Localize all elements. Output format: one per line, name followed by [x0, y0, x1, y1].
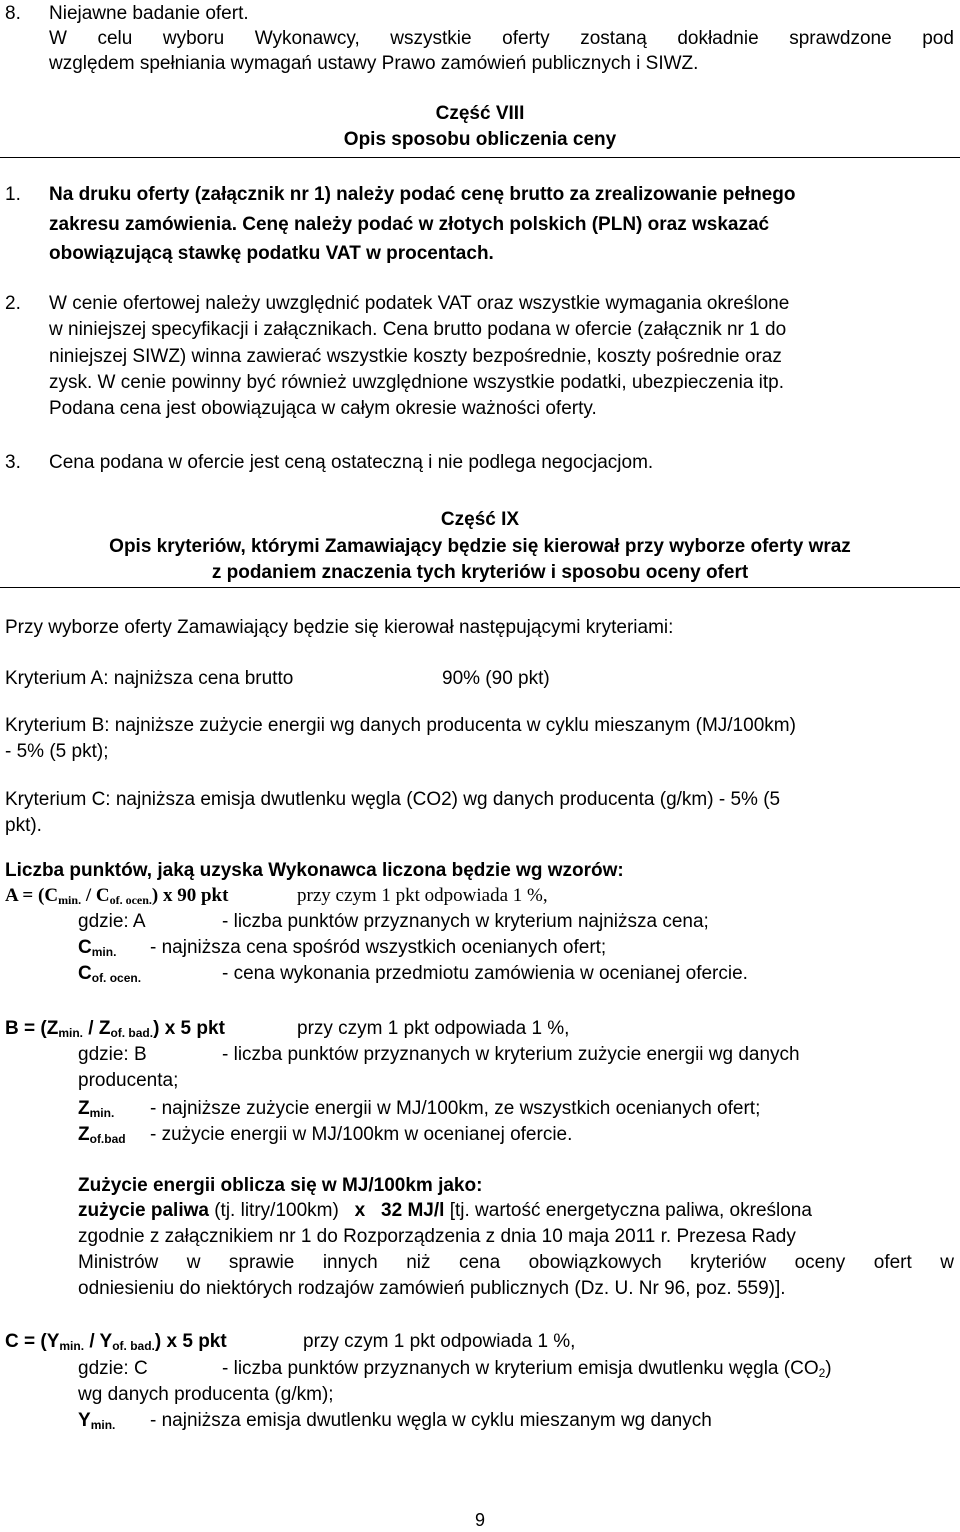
formula-a-c-min-desc: - najniższa cena spośród wszystkich ocenianych ofert; [150, 937, 607, 958]
criterion-b-line-1: Kryterium B: najniższe zużycie energii wg danych producenta w cyklu mieszanym (MJ/100km) [5, 715, 796, 736]
item-3-text: Cena podana w ofercie jest ceną ostateczną i nie podlega negocjacjom. [49, 452, 654, 473]
formula-b-z-of [78, 1123, 126, 1147]
formula-c-where: gdzie: C [78, 1358, 148, 1379]
formula-a-rhs: ) x 90 pkt [151, 885, 229, 906]
formula-b-lhs: B = (Z [5, 1018, 59, 1039]
item-2-line-2: w niniejszej specyfikacji i załącznikach. Cena brutto podana w ofercie (załącznik nr 1 do [49, 319, 787, 340]
formula-c-sub-2: of. bad. [112, 1339, 155, 1353]
energy-def: [tj. wartość energetyczna paliwa, określona [444, 1200, 812, 1221]
formula-a-sub-2: of. ocen. [109, 893, 152, 907]
formula-c-rhs: ) x 5 pkt [154, 1331, 227, 1352]
item-1-line-3: obowiązującą stawkę podatku VAT w procentach. [49, 243, 494, 264]
formula-b-z-min [78, 1097, 114, 1121]
item-1-line-1: Na druku oferty (załącznik nr 1) należy podać cenę brutto za zrealizowanie pełnego [49, 184, 796, 205]
formula-b [5, 1017, 225, 1041]
energy-litres: (tj. litry/100km) [208, 1200, 355, 1221]
divider [0, 587, 960, 588]
formula-a-c-sub: min. [91, 945, 117, 959]
formula-b-note: przy czym 1 pkt odpowiada 1 %, [297, 1018, 570, 1039]
formula-a-c-min [78, 936, 116, 960]
formula-c-y-symbol: Y [78, 1410, 91, 1431]
formula-b-zo-sub: of.bad [89, 1132, 126, 1146]
formula-a [5, 884, 228, 908]
formula-c-y-min [78, 1409, 115, 1433]
formula-b-where-desc: - liczba punktów przyznanych w kryterium zużycie energii wg danych [222, 1044, 800, 1065]
item-2-line-4: zysk. W cenie powinny być również uwzględnione wszystkie podatki, ubezpieczenia itp. [49, 372, 785, 393]
energy-heading: Zużycie energii oblicza się w MJ/100km jako: [78, 1175, 483, 1196]
item-1-number: 1. [5, 184, 21, 205]
formula-b-zo-symbol: Z [78, 1124, 90, 1145]
criterion-c-line-1: Kryterium C: najniższa emisja dwutlenku węgla (CO2) wg danych producenta (g/km) - 5% (5 [5, 789, 781, 810]
criterion-a-label: Kryterium A: najniższa cena brutto [5, 668, 294, 689]
page-number: 9 [474, 1510, 485, 1530]
formula-c-sub-1: min. [59, 1339, 85, 1353]
energy-fuel-consumption: zużycie paliwa [78, 1200, 209, 1221]
formula-b-z-sub: min. [89, 1106, 115, 1120]
criterion-b-line-2: - 5% (5 pkt); [5, 741, 109, 762]
formula-b-where-desc-2: producenta; [78, 1070, 179, 1091]
formula-b-where: gdzie: B [78, 1044, 147, 1065]
formula-c-where-desc-2: wg danych producenta (g/km); [78, 1384, 334, 1405]
formula-c-where-end: ) [825, 1358, 832, 1379]
energy-line-1 [78, 1199, 812, 1223]
item-1-line-2: zakresu zamówienia. Cenę należy podać w złotych polskich (PLN) oraz wskazać [49, 214, 770, 235]
part-9-line-1: Opis kryteriów, którymi Zamawiający będzie się kierował przy wyborze oferty wraz [109, 536, 851, 557]
formula-b-z-min-desc: - najniższe zużycie energii w MJ/100km, ze wszystkich ocenianych ofert; [150, 1098, 761, 1119]
formula-b-z-of-desc: - zużycie energii w MJ/100km w ocenianej ofercie. [150, 1124, 573, 1145]
formula-c-y-sub: min. [90, 1418, 116, 1432]
formula-a-slash: / C [81, 885, 110, 906]
item-2-line-5: Podana cena jest obowiązująca w całym okresie ważności oferty. [49, 398, 597, 419]
formula-a-where: gdzie: A [78, 911, 146, 932]
formula-a-note: przy czym 1 pkt odpowiada 1 %, [297, 885, 548, 906]
divider [0, 157, 960, 158]
criteria-intro: Przy wyborze oferty Zamawiający będzie się kierował następującymi kryteriami: [5, 617, 674, 638]
part-8-subtitle: Opis sposobu obliczenia ceny [343, 129, 617, 150]
section-8-line-2: względem spełniania wymagań ustawy Prawo zamówień publicznych i SIWZ. [49, 53, 699, 74]
formula-c-where-desc-text: - liczba punktów przyznanych w kryterium emisja dwutlenku węgla (CO [222, 1358, 819, 1379]
energy-line-3 [78, 1251, 954, 1275]
formula-c-where-desc [222, 1357, 832, 1381]
energy-line-4: odniesieniu do niektórych rodzajów zamówień publicznych (Dz. U. Nr 96, poz. 559)]. [78, 1278, 786, 1299]
part-9-title: Część IX [440, 509, 520, 530]
formula-a-c-of-desc: - cena wykonania przedmiotu zamówienia w ocenianej ofercie. [222, 963, 748, 984]
formula-a-lhs: A = (C [5, 885, 59, 906]
item-2-line-3: niniejszej SIWZ) winna zawierać wszystkie koszty bezpośrednie, koszty pośrednie oraz [49, 346, 782, 367]
formula-a-c-symbol: C [78, 937, 92, 958]
energy-factor: x 32 MJ/l [354, 1200, 445, 1221]
formula-c-where-sub: 2 [818, 1366, 826, 1380]
formula-a-sub-1: min. [58, 893, 82, 907]
item-3-number: 3. [5, 452, 21, 473]
points-heading: Liczba punktów, jaką uzyska Wykonawca liczona będzie wg wzorów: [5, 860, 624, 881]
formula-b-slash: / Z [82, 1018, 111, 1039]
formula-c-note: przy czym 1 pkt odpowiada 1 %, [303, 1331, 576, 1352]
energy-line-3-text: Ministrów w sprawie innych niż cena obowiązkowych kryteriów oceny ofert w [78, 1252, 954, 1273]
energy-line-2: zgodnie z załącznikiem nr 1 do Rozporządzenia z dnia 10 maja 2011 r. Prezesa Rady [78, 1226, 796, 1247]
formula-a-co-sub: of. ocen. [91, 971, 142, 985]
item-2-number: 2. [5, 293, 21, 314]
formula-a-c-of [78, 962, 141, 986]
formula-c-y-min-desc: - najniższa emisja dwutlenku węgla w cyklu mieszanym wg danych [150, 1410, 712, 1431]
criterion-c-line-2: pkt). [5, 815, 42, 836]
formula-b-z-symbol: Z [78, 1098, 90, 1119]
formula-a-co-symbol: C [78, 963, 92, 984]
section-8-line-1-text: W celu wyboru Wykonawcy, wszystkie oferty zostaną dokładnie sprawdzone pod [49, 28, 954, 49]
formula-c-lhs: C = (Y [5, 1331, 60, 1352]
part-9-line-2: z podaniem znaczenia tych kryteriów i sposobu oceny ofert [211, 562, 749, 583]
formula-c-slash: / Y [84, 1331, 113, 1352]
criterion-a-weight: 90% (90 pkt) [442, 668, 550, 689]
formula-b-sub-1: min. [58, 1026, 83, 1040]
section-8-line-1 [49, 27, 954, 51]
formula-b-sub-2: of. bad. [110, 1026, 154, 1040]
formula-b-rhs: ) x 5 pkt [153, 1018, 225, 1039]
item-2-line-1: W cenie ofertowej należy uwzględnić podatek VAT oraz wszystkie wymagania określone [49, 293, 790, 314]
section-8-number: 8. [5, 3, 21, 24]
formula-a-where-desc: - liczba punktów przyznanych w kryterium najniższa cena; [222, 911, 709, 932]
part-8-title: Część VIII [435, 103, 525, 124]
section-8-title: Niejawne badanie ofert. [49, 3, 249, 24]
formula-c [5, 1330, 227, 1354]
